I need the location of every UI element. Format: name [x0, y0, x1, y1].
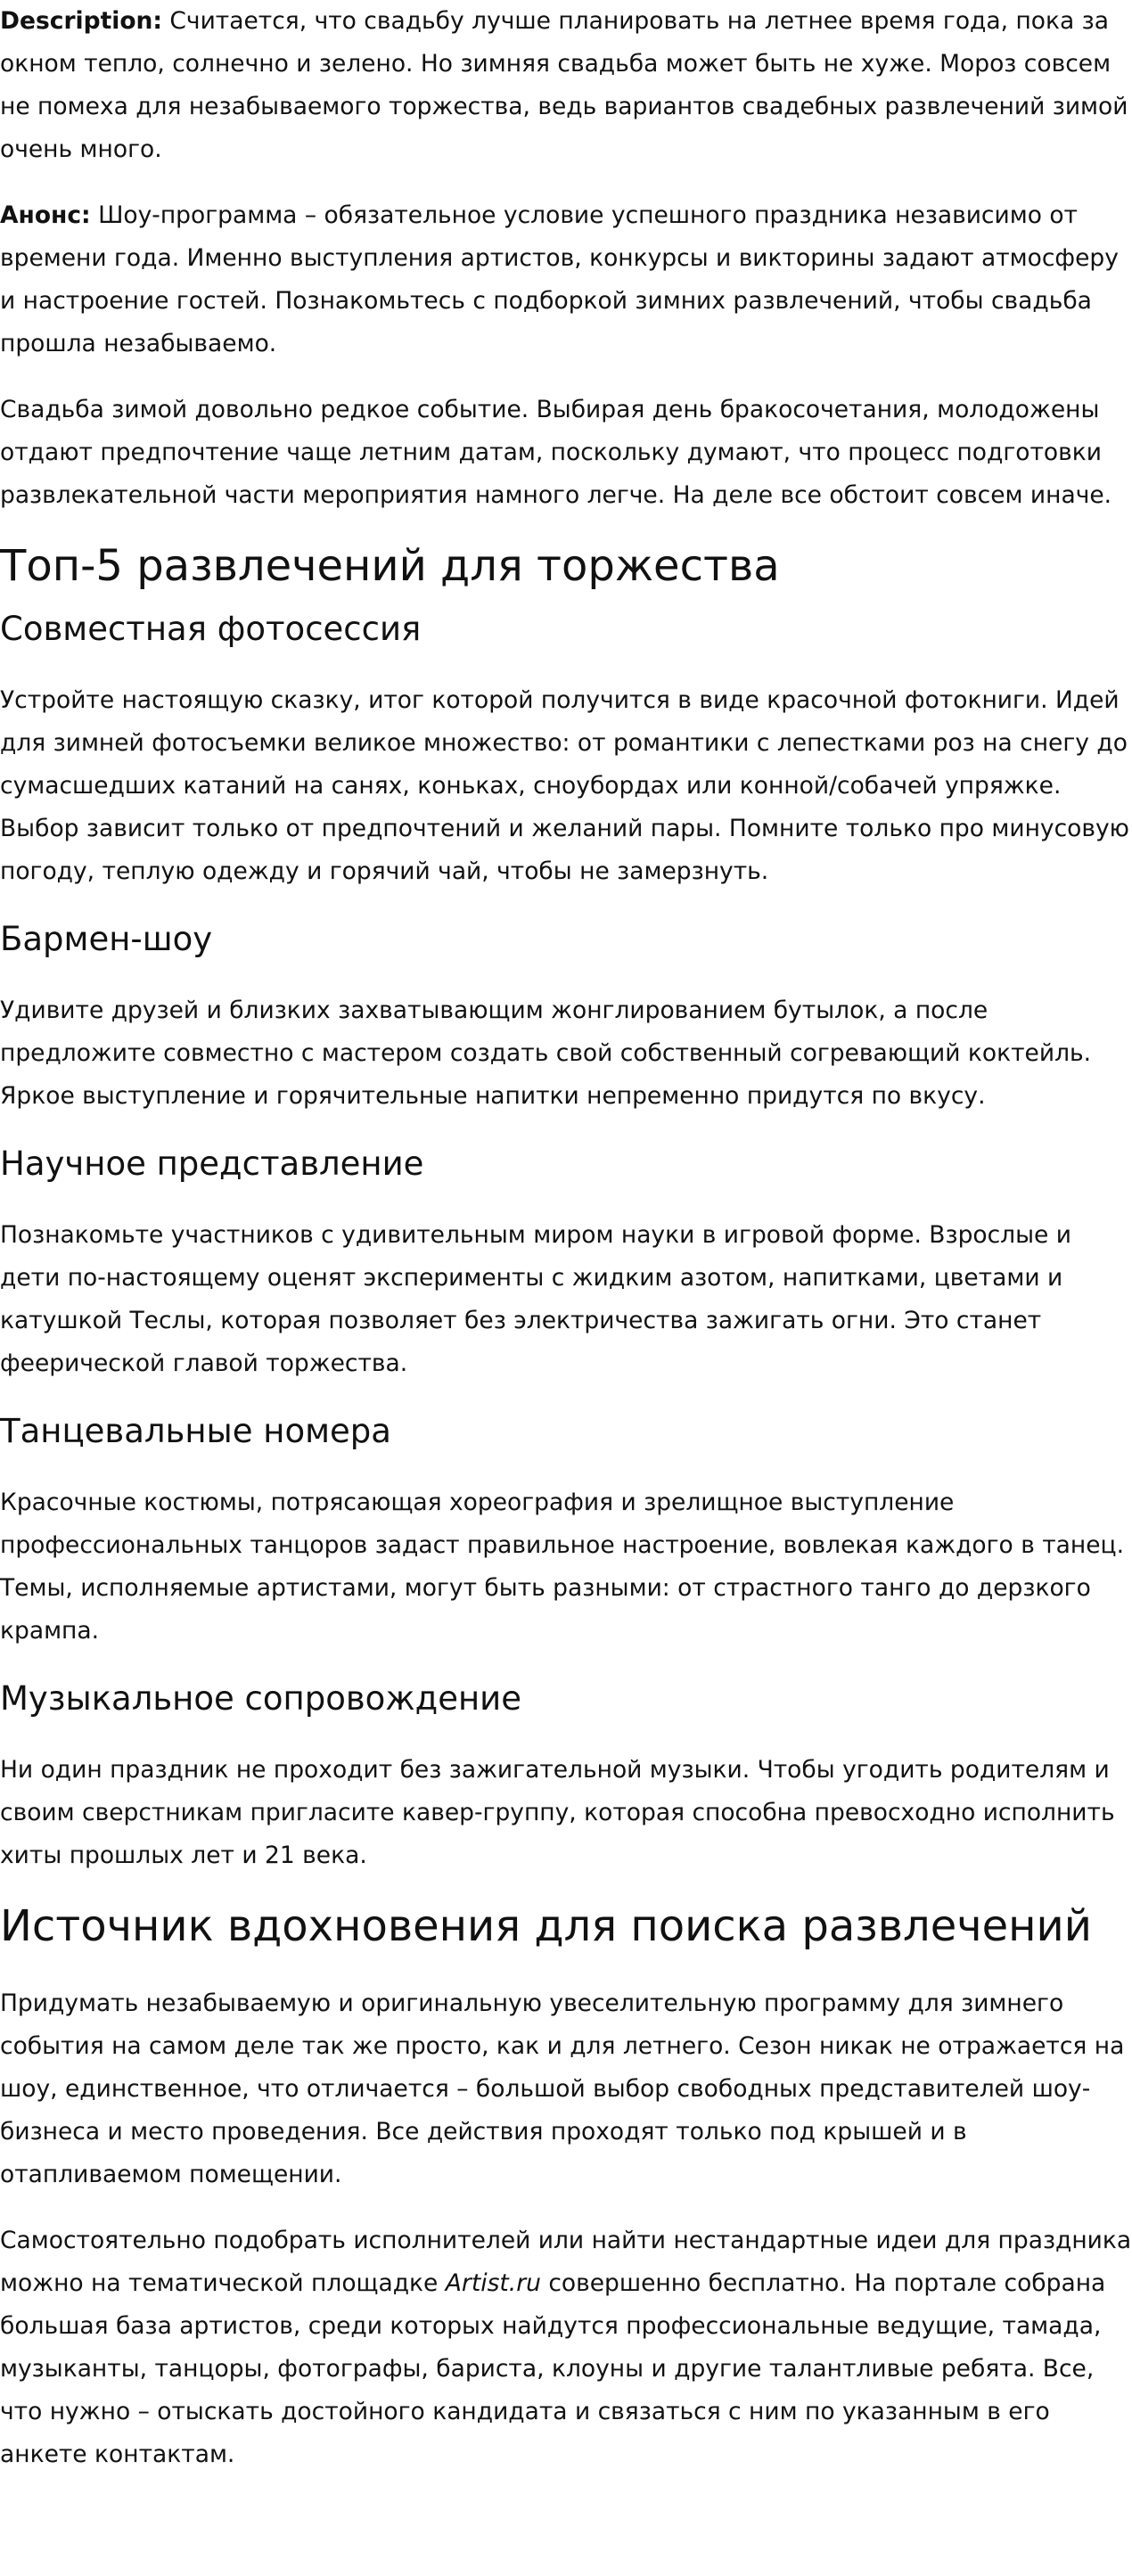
description-paragraph	[0, 0, 1132, 171]
science-show-heading: Научное представление	[0, 1144, 424, 1183]
intro-paragraph: Свадьба зимой довольно редкое событие. Выбирая день бракосочетания, молодожены отдают предпочтение чаще летним датам, поскольку думают, что процесс подготовки развлекательной части мероприятия намного легче. На деле все обстоит совсем иначе.	[0, 396, 1112, 509]
barman-show-heading: Бармен-шоу	[0, 920, 213, 958]
anons-label: Анонс:	[0, 201, 91, 229]
artist-ru-link[interactable]: Artist.ru	[445, 2269, 541, 2297]
inspiration-paragraph-2	[0, 2219, 1132, 2476]
dance-numbers-text: Красочные костюмы, потрясающая хореография и зрелищное выступление профессиональных танцоров задаст правильное настроение, вовлекая каждого в танец. Темы, исполняемые артистами, могут быть разными: от страстного танго до дерзкого крампа.	[0, 1489, 1125, 1645]
inspiration-p2-after: совершенно бесплатно. На портале собрана большая база артистов, среди которых найдутся профессиональные ведущие, тамада, музыканты, танцоры, фотографы, бариста, клоуны и другие талантливые ребята. Все, что нужно – отыскать достойного кандидата и связаться с ним по указанным в его анкете контактам.	[0, 2269, 1106, 2468]
description-label: Description:	[0, 7, 162, 35]
inspiration-paragraph-1: Придумать незабываемую и оригинальную увеселительную программу для зимнего события на самом деле так же просто, как и для летнего. Сезон никак не отражается на шоу, единственное, что отличается – большой выбор свободных представителей шоу-бизнеса и место проведения. Все действия проходят только под крышей и в отапливаемом помещении.	[0, 1989, 1125, 2188]
description-text: Считается, что свадьбу лучше планировать на летнее время года, пока за окном тепло, солнечно и зелено. Но зимняя свадьба может быть не хуже. Мороз совсем не помеха для незабываемого торжества, ведь вариантов свадебных развлечений зимой очень много.	[0, 7, 1128, 163]
anons-text: Шоу-программа – обязательное условие успешного праздника независимо от времени года. Именно выступления артистов, конкурсы и викторины задают атмосферу и настроение гостей. Познакомьтесь с подборкой зимних развлечений, чтобы свадьба прошла незабываемо.	[0, 201, 1119, 357]
barman-show-text: Удивите друзей и близких захватывающим жонглированием бутылок, а после предложите совместно с мастером создать свой собственный согревающий коктейль. Яркое выступление и горячительные напитки непременно придутся по вкусу.	[0, 997, 1092, 1110]
inspiration-heading: Источник вдохновения для поиска развлечений	[0, 1901, 1092, 1951]
dance-numbers-heading: Танцевальные номера	[0, 1412, 391, 1450]
inspiration-p2-before: Самостоятельно подобрать исполнителей или найти нестандартные идеи для праздника можно на тематической площадке	[0, 2227, 1132, 2297]
music-text: Ни один праздник не проходит без зажигательной музыки. Чтобы угодить родителям и своим сверстникам пригласите кавер-группу, которая способна превосходно исполнить хиты прошлых лет и 21 века.	[0, 1756, 1115, 1869]
science-show-text: Познакомьте участников с удивительным миром науки в игровой форме. Взрослые и дети по-настоящему оценят эксперименты с жидким азотом, напитками, цветами и катушкой Теслы, которая позволяет без электричества зажигать огни. Это станет феерической главой торжества.	[0, 1221, 1071, 1377]
photo-session-text: Устройте настоящую сказку, итог которой получится в виде красочной фотокниги. Идей для зимней фотосъемки великое множество: от романтики с лепестками роз на снегу до сумасшедших катаний на санях, коньках, сноубордах или конной/собачей упряжке. Выбор зависит только от предпочтений и желаний пары. Помните только про минусовую погоду, теплую одежду и горячий чай, чтобы не замерзнуть.	[0, 686, 1129, 885]
music-heading: Музыкальное сопровождение	[0, 1679, 521, 1718]
anons-paragraph	[0, 194, 1132, 365]
top-five-heading: Топ-5 развлечений для торжества	[0, 541, 780, 591]
photo-session-heading: Совместная фотосессия	[0, 610, 422, 648]
